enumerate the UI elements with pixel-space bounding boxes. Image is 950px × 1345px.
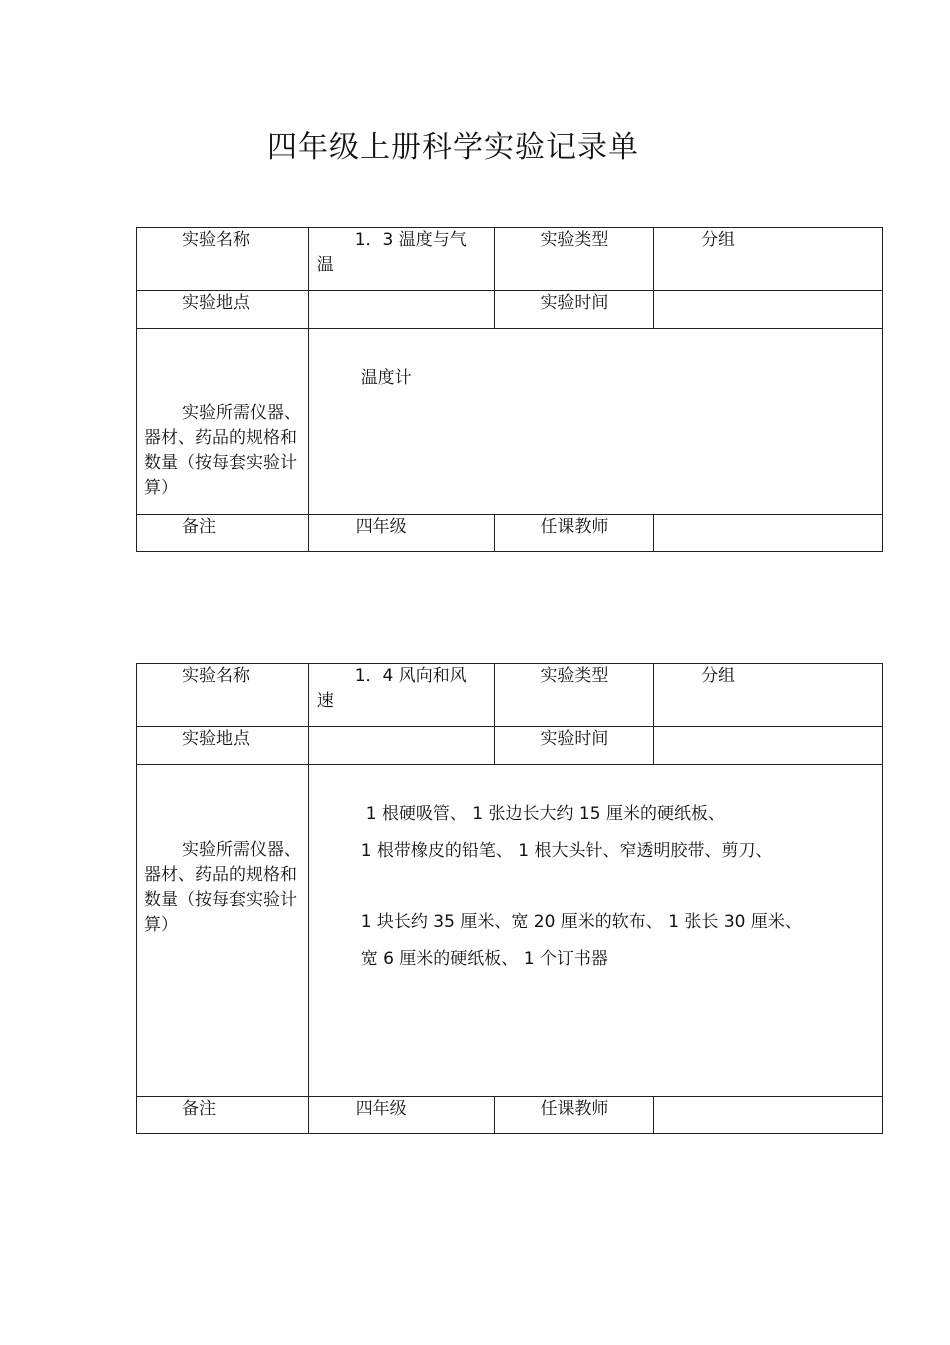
record-form-2 xyxy=(136,663,883,1134)
experiment-type-label: 实验类型 xyxy=(495,664,654,727)
teacher-label: 任课教师 xyxy=(495,515,654,552)
equipment-label-cell xyxy=(137,329,309,515)
equipment-line: 宽 6 厘米的硬纸板、 1 个订书器 xyxy=(360,949,608,969)
equipment-line: 1 根硬吸管、 1 张边长大约 15 厘米的硬纸板、 xyxy=(365,804,725,824)
note-value: 四年级 xyxy=(308,1097,495,1134)
teacher-label: 任课教师 xyxy=(495,1097,654,1134)
experiment-time-label: 实验时间 xyxy=(495,727,654,765)
experiment-time-label: 实验时间 xyxy=(495,291,654,329)
equipment-label-cell xyxy=(137,765,309,1097)
equipment-label: 实验所需仪器、器材、药品的规格和数量（按每套实验计算） xyxy=(144,840,301,935)
record-form-1 xyxy=(136,227,883,552)
equipment-line: 1 块长约 35 厘米、宽 20 厘米的软布、 1 张长 30 厘米、 xyxy=(360,912,802,932)
experiment-type-label: 实验类型 xyxy=(495,228,654,291)
equipment-label: 实验所需仪器、器材、药品的规格和数量（按每套实验计算） xyxy=(144,403,301,498)
equipment-line: 温度计 xyxy=(360,368,412,388)
equipment-list xyxy=(308,765,882,1097)
equipment-line: 1 根带橡皮的铅笔、 1 根大头针、窄透明胶带、剪刀、 xyxy=(360,841,773,861)
experiment-name-label: 实验名称 xyxy=(137,664,309,727)
experiment-place-value xyxy=(308,291,495,329)
equipment-list xyxy=(308,329,882,515)
experiment-name-label: 实验名称 xyxy=(137,228,309,291)
experiment-time-value xyxy=(654,727,883,765)
experiment-type-value: 分组 xyxy=(654,664,883,727)
experiment-time-value xyxy=(654,291,883,329)
page-title: 四年级上册科学实验记录单 xyxy=(267,130,639,165)
teacher-value xyxy=(654,515,883,552)
experiment-place-label: 实验地点 xyxy=(137,291,309,329)
experiment-place-label: 实验地点 xyxy=(137,727,309,765)
experiment-name-value: 1．4 风向和风 速 xyxy=(308,664,495,727)
note-label: 备注 xyxy=(137,515,309,552)
teacher-value xyxy=(654,1097,883,1134)
experiment-type-value: 分组 xyxy=(654,228,883,291)
note-label: 备注 xyxy=(137,1097,309,1134)
note-value: 四年级 xyxy=(308,515,495,552)
experiment-name-value: 1．3 温度与气 温 xyxy=(308,228,495,291)
experiment-place-value xyxy=(308,727,495,765)
